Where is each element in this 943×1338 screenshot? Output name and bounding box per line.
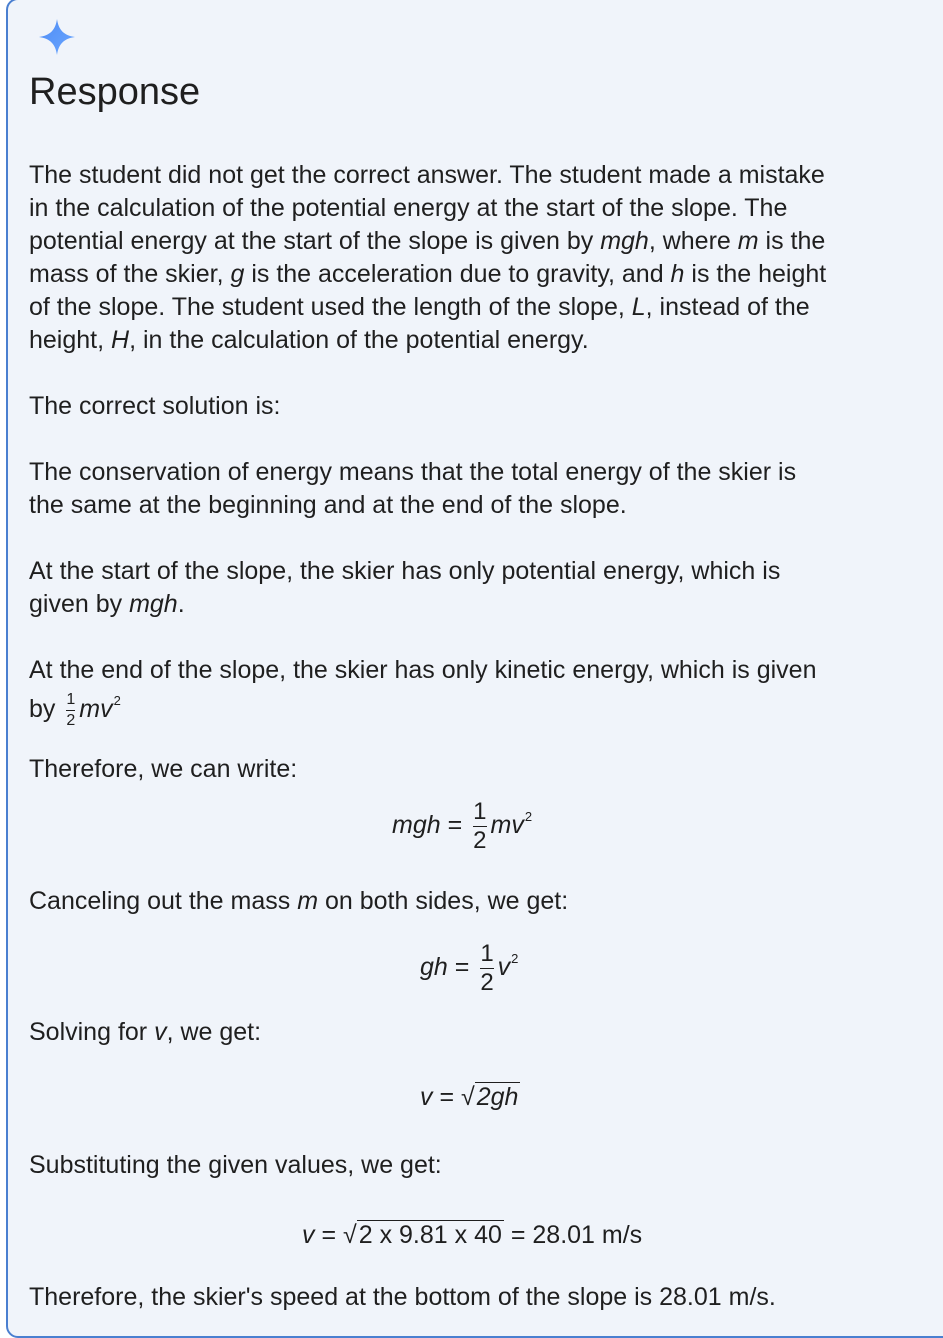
var-mv: mv <box>79 695 113 723</box>
var-mgh: mgh <box>600 227 649 255</box>
text: height, <box>29 326 112 354</box>
eq-lhs: gh <box>420 953 448 982</box>
paragraph-line <box>29 225 825 258</box>
text: . <box>177 590 185 618</box>
sparkle-icon <box>38 18 76 56</box>
numerator: 1 <box>480 940 494 967</box>
paragraph-line: At the start of the slope, the skier has only potential energy, which is <box>29 557 781 585</box>
var-g: g <box>230 260 245 288</box>
paragraph-line: At the end of the slope, the skier has only kinetic energy, which is given <box>29 656 817 684</box>
text: Canceling out the mass <box>29 887 298 915</box>
paragraph-line <box>29 588 185 621</box>
eq-lhs: v <box>302 1221 315 1249</box>
paragraph-line: Therefore, the skier's speed at the bottom of the slope is 28.01 m/s. <box>29 1283 776 1311</box>
eq-equals: = <box>432 1083 461 1111</box>
text: , instead of the <box>645 293 810 321</box>
sqrt-symbol: √ <box>343 1221 357 1249</box>
fraction-one-half <box>473 800 486 853</box>
var-h: h <box>670 260 685 288</box>
text: , we get: <box>166 1018 262 1046</box>
sqrt-symbol: √ <box>461 1083 475 1111</box>
eq-equals: = <box>440 811 470 840</box>
var-m: m <box>737 227 759 255</box>
eq-lhs: v <box>420 1083 433 1111</box>
paragraph-line: the same at the beginning and at the end of the slope. <box>29 491 627 519</box>
equation-canceled-mass <box>420 942 518 995</box>
eq-equals: = <box>314 1221 343 1249</box>
equation-velocity-formula <box>420 1081 520 1114</box>
eq-rhs: mv <box>490 811 524 840</box>
paragraph-line: The student did not get the correct answer. The student made a mistake <box>29 161 825 189</box>
equation-energy-balance <box>392 800 532 853</box>
denominator: 2 <box>66 711 76 729</box>
var-mgh: mgh <box>129 590 178 618</box>
denominator: 2 <box>473 827 487 854</box>
text: mass of the skier, <box>29 260 231 288</box>
numerator: 1 <box>66 690 76 708</box>
exponent: 2 <box>524 809 533 825</box>
paragraph-line <box>29 324 589 357</box>
text: given by <box>29 590 130 618</box>
var-H: H <box>111 326 130 354</box>
text: Solving for <box>29 1018 155 1046</box>
paragraph-line: The conservation of energy means that the total energy of the skier is <box>29 458 797 486</box>
paragraph-line: Therefore, we can write: <box>29 755 298 783</box>
radicand: 2 x 9.81 x 40 <box>358 1221 502 1249</box>
numerator: 1 <box>473 798 487 825</box>
text: on both sides, we get: <box>318 887 569 915</box>
var-v: v <box>154 1018 167 1046</box>
var-m: m <box>297 887 319 915</box>
text: potential energy at the start of the slope is given by <box>29 227 601 255</box>
paragraph-line: The correct solution is: <box>29 392 281 420</box>
exponent: 2 <box>113 693 121 708</box>
eq-equals: = <box>447 953 477 982</box>
text: , where <box>648 227 738 255</box>
text: by <box>29 695 63 723</box>
eq-rhs: v <box>497 953 511 982</box>
paragraph-line <box>29 885 568 918</box>
paragraph-line: Substituting the given values, we get: <box>29 1151 442 1179</box>
eq-lhs: mgh <box>392 811 441 840</box>
text: is the acceleration due to gravity, and <box>244 260 671 288</box>
denominator: 2 <box>480 969 494 996</box>
paragraph-line <box>29 684 121 729</box>
fraction-bar <box>66 710 75 711</box>
text: is the height <box>684 260 827 288</box>
radicand: 2gh <box>476 1083 519 1111</box>
var-L: L <box>631 293 646 321</box>
fraction-one-half <box>66 692 75 729</box>
fraction-one-half <box>480 942 493 995</box>
eq-result: = 28.01 m/s <box>503 1221 643 1249</box>
text: is the <box>758 227 826 255</box>
text: of the slope. The student used the length of the slope, <box>29 293 632 321</box>
paragraph-line <box>29 1016 261 1049</box>
paragraph-line <box>29 258 826 291</box>
exponent: 2 <box>511 951 519 967</box>
paragraph-line <box>29 291 810 324</box>
equation-substitution <box>302 1219 642 1252</box>
paragraph-line: in the calculation of the potential energy at the start of the slope. The <box>29 194 788 222</box>
text: , in the calculation of the potential energy. <box>129 326 589 354</box>
response-title: Response <box>29 71 201 113</box>
